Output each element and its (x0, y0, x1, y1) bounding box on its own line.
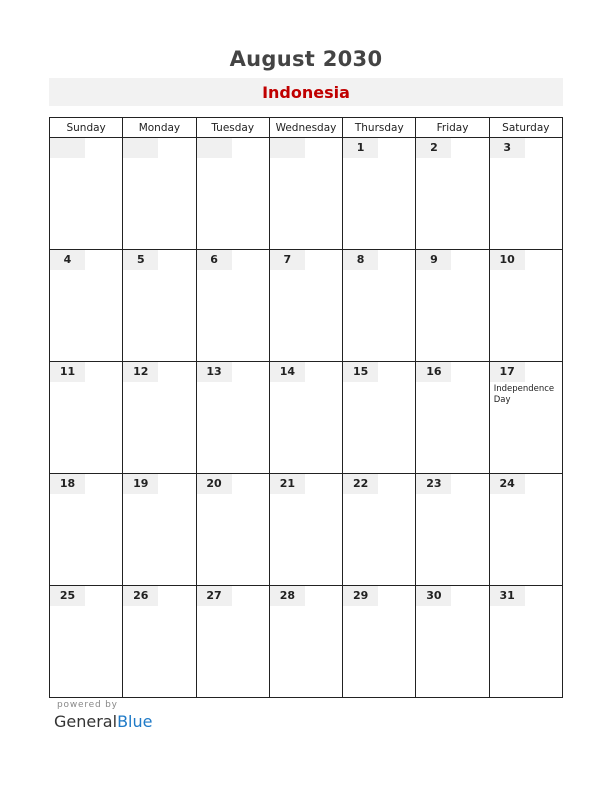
day-number: 5 (123, 250, 158, 270)
day-cell (50, 362, 123, 474)
day-cell (269, 250, 342, 362)
day-number: 12 (123, 362, 158, 382)
day-number: 9 (416, 250, 451, 270)
day-cell (269, 362, 342, 474)
day-number: 14 (270, 362, 305, 382)
holiday-label: Independence Day (493, 384, 555, 405)
brand-blue: Blue (117, 712, 153, 731)
day-cell (196, 138, 269, 250)
weekday-header: Wednesday (269, 118, 342, 138)
day-number: 8 (343, 250, 378, 270)
day-number: 27 (197, 586, 232, 606)
day-number: 28 (270, 586, 305, 606)
week-row (50, 250, 563, 362)
day-cell (196, 362, 269, 474)
day-cell (50, 250, 123, 362)
day-cell (489, 138, 562, 250)
day-number: 17 (490, 362, 525, 382)
country-band (49, 78, 563, 106)
weekday-header: Sunday (50, 118, 123, 138)
day-number: 15 (343, 362, 378, 382)
day-number (270, 138, 305, 158)
day-cell (50, 474, 123, 586)
day-cell (269, 474, 342, 586)
day-number: 19 (123, 474, 158, 494)
week-row (50, 474, 563, 586)
weekday-header: Friday (416, 118, 489, 138)
day-number: 7 (270, 250, 305, 270)
day-cell (489, 586, 562, 698)
day-number: 24 (490, 474, 525, 494)
day-cell (123, 362, 196, 474)
brand-general: General (54, 712, 118, 731)
day-cell (123, 474, 196, 586)
day-cell (50, 138, 123, 250)
day-number: 26 (123, 586, 158, 606)
day-number: 6 (197, 250, 232, 270)
day-number: 1 (343, 138, 378, 158)
day-cell (416, 362, 489, 474)
day-cell (196, 586, 269, 698)
day-cell (50, 586, 123, 698)
day-cell (123, 138, 196, 250)
weekday-header-row (50, 118, 563, 138)
page-title: August 2030 (229, 47, 383, 71)
weekday-header: Saturday (489, 118, 562, 138)
day-number (197, 138, 232, 158)
day-number: 22 (343, 474, 378, 494)
generalblue-logo[interactable] (54, 712, 152, 731)
day-number: 29 (343, 586, 378, 606)
day-number: 21 (270, 474, 305, 494)
day-cell (489, 250, 562, 362)
day-number: 11 (50, 362, 85, 382)
day-cell (343, 586, 416, 698)
day-cell (196, 474, 269, 586)
day-cell (489, 474, 562, 586)
day-cell (416, 474, 489, 586)
day-number: 13 (197, 362, 232, 382)
day-cell (416, 586, 489, 698)
day-cell (269, 586, 342, 698)
day-number: 31 (490, 586, 525, 606)
day-cell (416, 138, 489, 250)
week-row (50, 362, 563, 474)
day-cell (123, 250, 196, 362)
day-number: 10 (490, 250, 525, 270)
day-cell (269, 138, 342, 250)
day-number: 4 (50, 250, 85, 270)
weekday-header: Tuesday (196, 118, 269, 138)
day-number: 20 (197, 474, 232, 494)
day-cell (123, 586, 196, 698)
day-number (50, 138, 85, 158)
day-number: 16 (416, 362, 451, 382)
day-cell (343, 250, 416, 362)
day-cell (343, 138, 416, 250)
powered-by-label: powered by (57, 700, 118, 710)
country-name: Indonesia (262, 83, 350, 102)
day-number (123, 138, 158, 158)
day-cell (343, 474, 416, 586)
calendar-grid (49, 117, 563, 698)
day-number: 25 (50, 586, 85, 606)
day-number: 3 (490, 138, 525, 158)
day-cell (489, 362, 562, 474)
weekday-header: Thursday (343, 118, 416, 138)
week-row (50, 138, 563, 250)
day-cell (416, 250, 489, 362)
day-cell (343, 362, 416, 474)
day-number: 30 (416, 586, 451, 606)
day-number: 2 (416, 138, 451, 158)
week-row (50, 586, 563, 698)
weekday-header: Monday (123, 118, 196, 138)
day-cell (196, 250, 269, 362)
day-number: 23 (416, 474, 451, 494)
day-number: 18 (50, 474, 85, 494)
